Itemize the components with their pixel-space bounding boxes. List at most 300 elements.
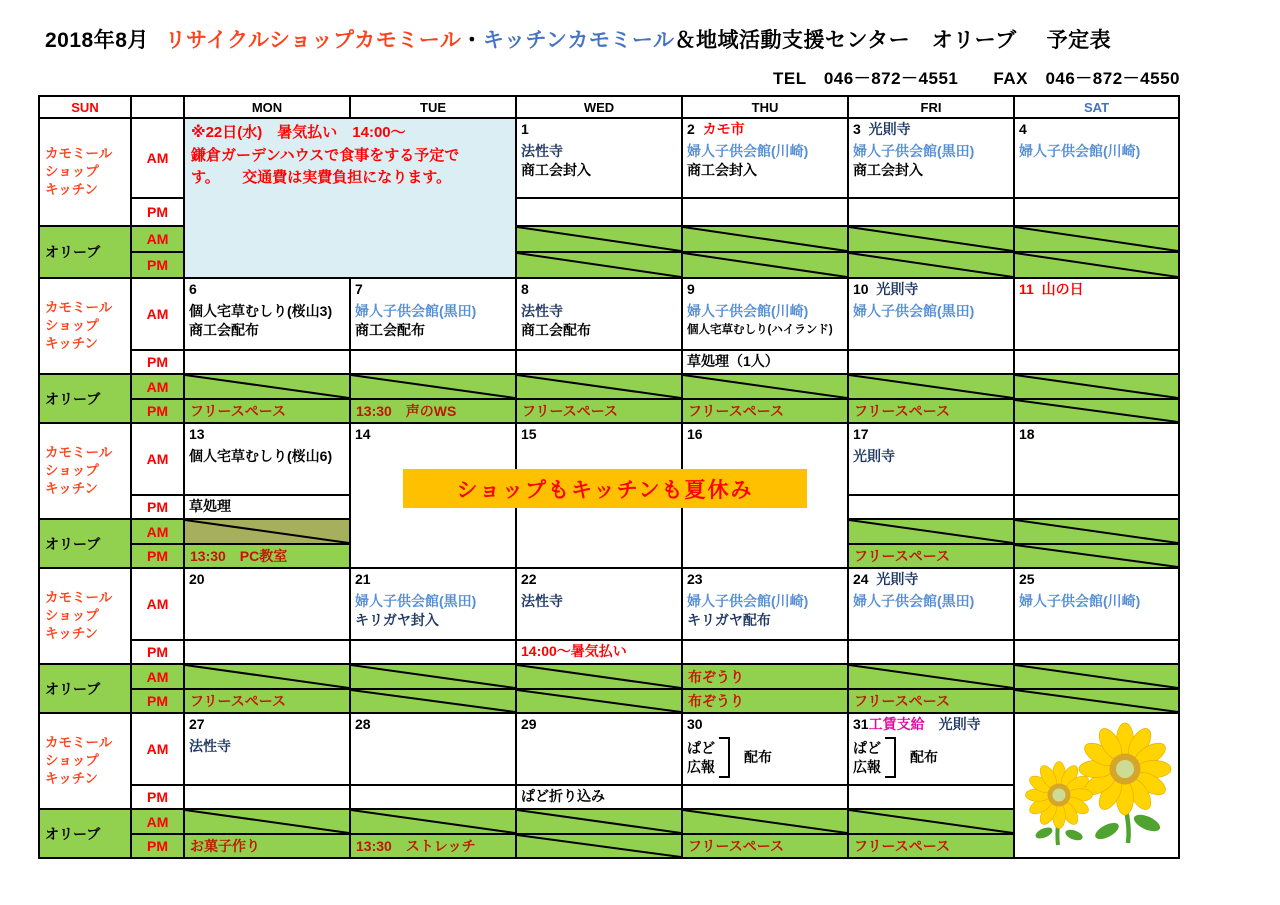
day-cell-pm — [849, 351, 1013, 373]
olive-row-label — [40, 665, 130, 712]
olive-am-cell — [849, 520, 1013, 543]
crossed-out-line — [1015, 520, 1178, 543]
day-cell-pm — [1015, 496, 1178, 518]
day-cell-am — [849, 119, 1013, 197]
day-cell-am — [517, 279, 681, 349]
day-cell-am — [683, 714, 847, 784]
am-label — [132, 569, 183, 639]
crossed-out-line — [849, 227, 1013, 251]
crossed-out-line — [351, 810, 515, 833]
text: 14:00～暑気払い — [521, 643, 627, 659]
text: 婦人子供会館(川崎) — [687, 303, 809, 319]
day-cell-am — [185, 279, 349, 349]
text: 個人宅草むしり(ハイランド) — [687, 324, 833, 336]
text: 商工会封入 — [687, 162, 757, 178]
day-cell-pm — [351, 351, 515, 373]
text: 婦人子供会館(黒田) — [853, 303, 975, 319]
text: ショップ — [45, 752, 99, 768]
day-cell-pm — [683, 199, 847, 225]
day-cell-pm — [517, 641, 681, 663]
text: 鎌倉ガーデンハウスで食事をする予定で — [191, 146, 460, 164]
text: 光則寺 — [868, 121, 911, 137]
text: SAT — [1083, 99, 1110, 115]
text: カモミール — [45, 444, 113, 460]
olive-am-cell — [517, 810, 681, 833]
crossed-out-line — [517, 227, 681, 251]
text: 草処理（1人） — [687, 353, 779, 369]
text: ぱど折り込み — [521, 788, 605, 804]
text: ショップ — [45, 462, 99, 478]
crossed-out-line — [683, 253, 847, 277]
crossed-out-line — [683, 375, 847, 398]
text: カモミール — [45, 299, 113, 315]
text: 18 — [1019, 426, 1035, 442]
day-cell-pm — [1015, 351, 1178, 373]
day-cell-pm — [683, 786, 847, 808]
day-cell-pm — [683, 641, 847, 663]
olive-am-cell — [683, 227, 847, 251]
crossed-out-line — [849, 810, 1013, 833]
olive-pm-cell — [517, 690, 681, 712]
text: 婦人子供会館(黒田) — [853, 143, 975, 159]
day-cell-am — [1015, 569, 1178, 639]
text: フリースペース — [688, 838, 785, 854]
text: ショップもキッチンも夏休み — [456, 478, 754, 502]
text: 23 — [687, 571, 703, 587]
day-cell-am — [849, 424, 1013, 494]
olive-pm-label — [132, 253, 183, 277]
bracket-group — [687, 737, 844, 778]
text: 婦人子供会館(川崎) — [687, 593, 809, 609]
olive-am-cell — [351, 665, 515, 688]
olive-am-cell — [185, 665, 349, 688]
day-cell-pm — [683, 351, 847, 373]
text: 法性寺 — [521, 593, 563, 609]
olive-am-label — [132, 375, 183, 398]
day-cell-pm — [517, 199, 681, 225]
day-cell-am — [849, 569, 1013, 639]
crossed-out-line — [849, 375, 1013, 398]
day-cell-pm — [1015, 641, 1178, 663]
day-cell-am — [683, 119, 847, 197]
pm-label — [132, 351, 183, 373]
day-cell-am — [351, 569, 515, 639]
schedule-calendar-table — [38, 95, 1180, 859]
olive-pm-cell — [849, 253, 1013, 277]
header-spacer — [132, 97, 183, 117]
text: FRI — [920, 99, 942, 115]
olive-pm-cell — [1015, 545, 1178, 567]
text: 広報 — [853, 758, 881, 775]
day-cell-pm — [849, 199, 1013, 225]
crossed-out-line — [683, 810, 847, 833]
text: オリーブ — [45, 535, 101, 552]
olive-am-label — [132, 665, 183, 688]
crossed-out-line — [849, 520, 1013, 543]
olive-am-cell — [517, 375, 681, 398]
header-day-sun — [40, 97, 130, 117]
am-label — [132, 119, 183, 197]
text: カモミール — [45, 589, 113, 605]
text: キリガヤ封入 — [355, 612, 439, 628]
olive-pm-cell — [185, 835, 349, 857]
text: 光則寺 — [876, 571, 919, 587]
crossed-out-line — [1015, 665, 1178, 688]
text: 工賃支給 — [868, 716, 925, 732]
olive-pm-cell — [351, 400, 515, 422]
text: 婦人子供会館(川崎) — [687, 143, 809, 159]
text: SUN — [71, 99, 99, 115]
olive-am-cell — [351, 810, 515, 833]
olive-am-cell — [683, 665, 847, 688]
text: PM — [147, 548, 168, 564]
text: ぱど — [853, 739, 881, 756]
text: 1 — [521, 121, 529, 137]
olive-pm-cell — [185, 690, 349, 712]
text: PM — [147, 403, 168, 419]
day-cell-am — [185, 714, 349, 784]
olive-pm-label — [132, 545, 183, 567]
olive-am-cell — [1015, 520, 1178, 543]
text: 8 — [521, 281, 529, 297]
text: AM — [146, 231, 169, 247]
olive-pm-cell — [683, 253, 847, 277]
text: 13:30 PC教室 — [190, 548, 288, 564]
sunflower-illustration — [1019, 719, 1177, 847]
olive-pm-label — [132, 835, 183, 857]
text: ショップ — [45, 607, 99, 623]
text: お菓子作り — [190, 838, 260, 854]
day-cell-pm — [1015, 199, 1178, 225]
text: 婦人子供会館(川崎) — [1019, 143, 1141, 159]
shop-kitchen-row-label — [40, 714, 130, 808]
text: 商工会配布 — [355, 322, 425, 338]
title-month: 2018年8月 — [45, 29, 149, 52]
tel-fax-line: TEL 046－872－4551 FAX 046－872－4550 — [773, 69, 1180, 88]
text: PM — [147, 499, 168, 515]
olive-am-cell — [351, 375, 515, 398]
day-cell-am — [1015, 279, 1178, 349]
bracket-icon — [719, 737, 730, 778]
am-label — [132, 714, 183, 784]
olive-am-cell — [683, 375, 847, 398]
olive-am-cell — [185, 520, 349, 543]
text: キッチン — [45, 481, 99, 497]
crossed-out-line — [683, 227, 847, 251]
text: 配布 — [744, 749, 772, 765]
text: キッチン — [45, 182, 99, 198]
text: 光則寺 — [876, 281, 919, 297]
olive-pm-cell — [185, 400, 349, 422]
title-kitchen: キッチンカモミール — [482, 29, 675, 52]
text: 9 — [687, 281, 695, 297]
text: 法性寺 — [521, 143, 563, 159]
pm-label — [132, 199, 183, 225]
text: PM — [147, 693, 168, 709]
olive-pm-cell — [185, 545, 349, 567]
olive-pm-cell — [517, 253, 681, 277]
text: 6 — [189, 281, 197, 297]
text: 法性寺 — [189, 738, 231, 754]
text: オリーブ — [45, 680, 101, 697]
text: 婦人子供会館(黒田) — [355, 593, 477, 609]
olive-am-label — [132, 810, 183, 833]
crossed-out-line — [351, 690, 515, 712]
olive-pm-cell — [849, 835, 1013, 857]
crossed-out-line — [1015, 375, 1178, 398]
day-cell-pm — [517, 786, 681, 808]
day-cell-am — [185, 569, 349, 639]
day-cell-am — [683, 569, 847, 639]
text: カモミール — [45, 734, 113, 750]
text: フリースペース — [854, 548, 951, 564]
text: AM — [146, 813, 169, 830]
header-day-fri — [849, 97, 1013, 117]
text: 21 — [355, 571, 371, 587]
olive-am-cell — [517, 665, 681, 688]
text: カモ市 — [702, 121, 745, 137]
title-separator: ・ — [461, 29, 483, 52]
text: オリーブ — [45, 244, 101, 260]
text: 個人宅草むしり(桜山6) — [189, 448, 333, 464]
summer-party-notice — [185, 119, 515, 277]
text: ショップ — [45, 163, 99, 179]
text: 商工会封入 — [853, 162, 923, 178]
text: PM — [147, 838, 168, 854]
crossed-out-line — [517, 835, 681, 857]
crossed-out-line — [1015, 545, 1178, 567]
text: キッチン — [45, 771, 99, 787]
crossed-out-line — [517, 810, 681, 833]
olive-pm-cell — [1015, 690, 1178, 712]
title-support-center: ＆地域活動支援センター オリーブ — [674, 29, 1017, 52]
text: 商工会配布 — [521, 322, 591, 338]
olive-pm-cell — [683, 835, 847, 857]
olive-pm-cell — [351, 690, 515, 712]
text: フリースペース — [854, 838, 951, 854]
text: AM — [146, 306, 169, 322]
day-cell-am — [849, 714, 1013, 784]
olive-pm-cell — [1015, 253, 1178, 277]
olive-am-cell — [849, 375, 1013, 398]
text: AM — [146, 523, 169, 540]
olive-am-cell — [1015, 375, 1178, 398]
olive-row-label — [40, 520, 130, 567]
text: 法性寺 — [521, 303, 563, 319]
day-cell-pm — [351, 641, 515, 663]
header-day-thu — [683, 97, 847, 117]
olive-am-cell — [517, 227, 681, 251]
crossed-out-line — [517, 690, 681, 712]
text: 13:30 ストレッチ — [356, 838, 476, 854]
text: AM — [146, 741, 169, 757]
crossed-out-line — [517, 665, 681, 688]
olive-row-label — [40, 227, 130, 277]
text: PM — [147, 644, 168, 660]
text: AM — [146, 451, 169, 467]
olive-pm-cell — [849, 545, 1013, 567]
olive-pm-cell — [1015, 400, 1178, 422]
text: オリーブ — [45, 390, 101, 407]
text: フリースペース — [854, 403, 951, 419]
day-cell-am — [351, 714, 515, 784]
crossed-out-line — [185, 375, 349, 398]
text: TUE — [420, 99, 446, 115]
pm-label — [132, 496, 183, 518]
day-cell-pm — [849, 496, 1013, 518]
text: キッチン — [45, 336, 99, 352]
day-cell-am — [351, 279, 515, 349]
day-cell-am — [517, 569, 681, 639]
day-cell-pm — [849, 786, 1013, 808]
text: WED — [583, 99, 615, 115]
olive-pm-label — [132, 690, 183, 712]
crossed-out-line — [185, 520, 349, 543]
crossed-out-line — [1015, 400, 1178, 422]
text: 29 — [521, 716, 537, 732]
pm-label — [132, 641, 183, 663]
sunflower-cell — [1015, 714, 1178, 857]
text: 光則寺 — [924, 716, 981, 732]
summer-holiday-banner — [403, 469, 807, 508]
crossed-out-line — [185, 665, 349, 688]
olive-pm-cell — [683, 690, 847, 712]
crossed-out-line — [185, 810, 349, 833]
text: 15 — [521, 426, 537, 442]
text: 31 — [853, 716, 869, 732]
day-cell-am — [517, 119, 681, 197]
title-recycle-shop: リサイクルショップカモミール — [164, 29, 462, 52]
header-day-sat — [1015, 97, 1178, 117]
day-cell-am — [517, 714, 681, 784]
text: MON — [251, 99, 283, 115]
text: 17 — [853, 426, 869, 442]
text: ぱど — [687, 739, 715, 756]
olive-row-label — [40, 810, 130, 857]
text: 婦人子供会館(川崎) — [1019, 593, 1141, 609]
olive-am-cell — [185, 810, 349, 833]
text: 草処理 — [189, 498, 231, 514]
olive-pm-cell — [683, 400, 847, 422]
day-cell-am — [1015, 119, 1178, 197]
crossed-out-line — [517, 375, 681, 398]
text: AM — [146, 596, 169, 612]
page-title — [45, 24, 1111, 54]
pm-label — [132, 786, 183, 808]
text: 28 — [355, 716, 371, 732]
text: 25 — [1019, 571, 1035, 587]
header-day-mon — [185, 97, 349, 117]
text: 婦人子供会館(黒田) — [355, 303, 477, 319]
text: PM — [147, 204, 168, 220]
text: キッチン — [45, 626, 99, 642]
header-day-wed — [517, 97, 681, 117]
text: 商工会配布 — [189, 322, 259, 338]
olive-am-cell — [849, 810, 1013, 833]
text: 布ぞうり — [688, 693, 744, 709]
text: キリガヤ配布 — [687, 612, 771, 628]
text: PM — [147, 257, 168, 273]
text: 24 — [853, 571, 877, 587]
text: 布ぞうり — [688, 668, 744, 685]
text: AM — [146, 668, 169, 685]
day-cell-pm — [185, 786, 349, 808]
text: 22 — [521, 571, 537, 587]
shop-kitchen-row-label — [40, 119, 130, 225]
text: カモミール — [45, 145, 113, 161]
text: 4 — [1019, 121, 1027, 137]
olive-am-cell — [849, 665, 1013, 688]
olive-am-cell — [185, 375, 349, 398]
text: ショップ — [45, 317, 99, 333]
day-cell-pm — [351, 786, 515, 808]
text: 14 — [355, 426, 371, 442]
shop-kitchen-row-label — [40, 279, 130, 373]
text: ※22日(水) 暑気払い 14:00～ — [191, 124, 406, 141]
olive-pm-cell — [517, 400, 681, 422]
text: 13 — [189, 426, 205, 442]
text: す。 交通費は実費負担になります。 — [191, 169, 452, 186]
am-label — [132, 424, 183, 494]
text: 商工会封入 — [521, 162, 591, 178]
text: フリースペース — [190, 693, 287, 709]
text: AM — [146, 150, 169, 166]
bracket-group — [853, 737, 1010, 778]
olive-pm-cell — [351, 835, 515, 857]
crossed-out-line — [517, 253, 681, 277]
text: 7 — [355, 281, 363, 297]
text: 30 — [687, 716, 703, 732]
day-cell-am — [683, 279, 847, 349]
olive-pm-label — [132, 400, 183, 422]
olive-am-cell — [1015, 665, 1178, 688]
olive-pm-cell — [849, 690, 1013, 712]
text: 10 — [853, 281, 877, 297]
text: AM — [146, 378, 169, 395]
text: フリースペース — [854, 693, 951, 709]
day-cell-pm — [185, 351, 349, 373]
text: PM — [147, 789, 168, 805]
text: 20 — [189, 571, 205, 587]
text: フリースペース — [522, 403, 619, 419]
crossed-out-line — [351, 375, 515, 398]
text: 広報 — [687, 758, 715, 775]
text: 2 — [687, 121, 703, 137]
text: 婦人子供会館(黒田) — [853, 593, 975, 609]
text: 3 — [853, 121, 869, 137]
day-cell-pm — [517, 351, 681, 373]
text: 27 — [189, 716, 205, 732]
olive-am-label — [132, 520, 183, 543]
olive-am-label — [132, 227, 183, 251]
text: 11 山の日 — [1019, 281, 1084, 297]
shop-kitchen-row-label — [40, 424, 130, 518]
text: 16 — [687, 426, 703, 442]
crossed-out-line — [1015, 690, 1178, 712]
olive-am-cell — [683, 810, 847, 833]
day-cell-pm — [849, 641, 1013, 663]
day-cell-am — [849, 279, 1013, 349]
text: PM — [147, 354, 168, 370]
crossed-out-line — [1015, 253, 1178, 277]
olive-pm-cell — [517, 835, 681, 857]
day-cell-pm — [185, 641, 349, 663]
day-cell-am — [185, 424, 349, 494]
olive-pm-cell — [849, 400, 1013, 422]
crossed-out-line — [1015, 227, 1178, 251]
crossed-out-line — [351, 665, 515, 688]
olive-am-cell — [1015, 227, 1178, 251]
